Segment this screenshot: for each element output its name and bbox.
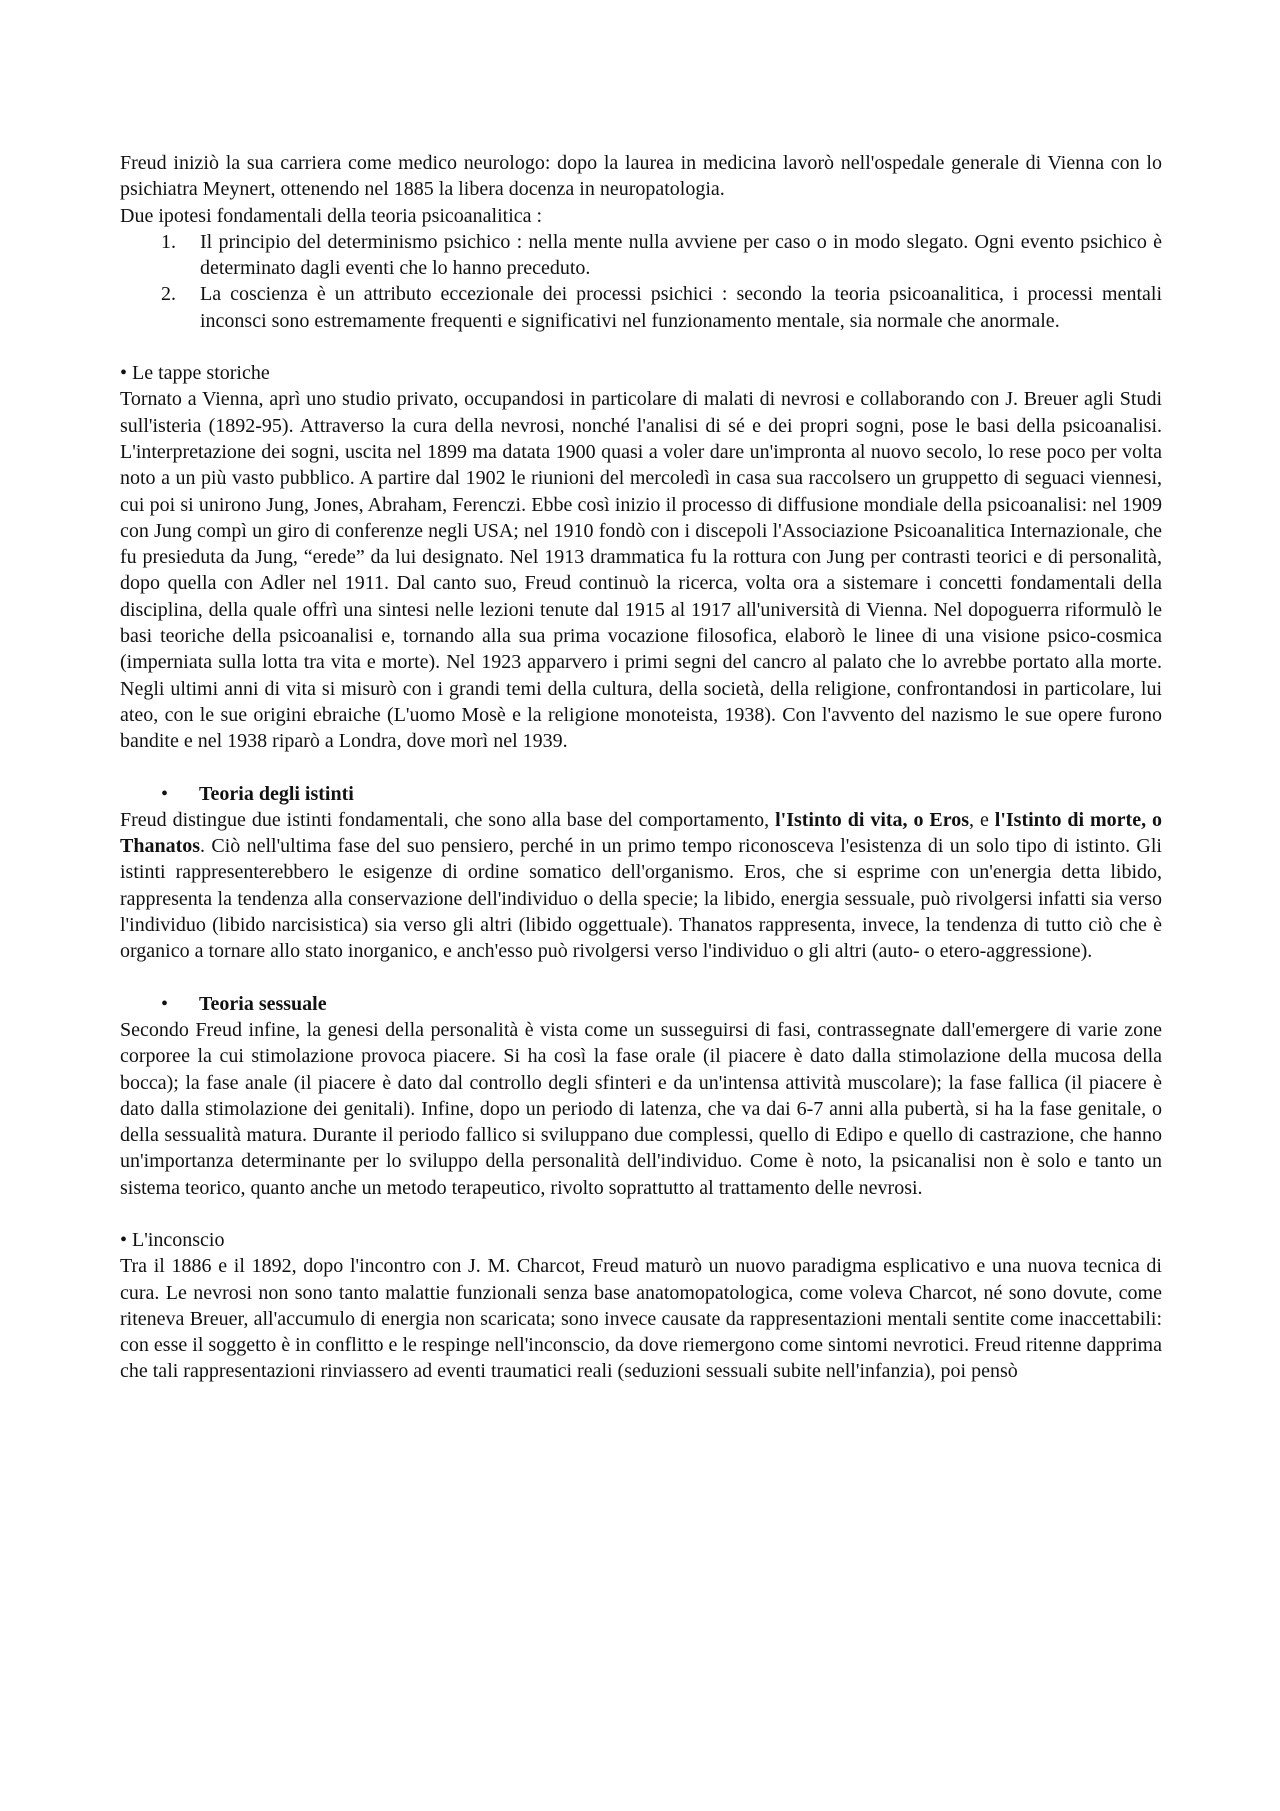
section-heading-inconscio: • L'inconscio [120,1228,225,1251]
istinti-paragraph [120,807,1162,965]
hypotheses-intro: Due ipotesi fondamentali della teoria psicoanalitica : [120,204,543,227]
intro-paragraph: Freud iniziò la sua carriera come medico neurologo: dopo la laurea in medicina lavorò nell'ospedale generale di Vienna con lo psichiatra Meynert, ottenendo nel 1885 la libera docenza in neuropatologia. [120,152,1162,201]
spacer [120,965,1162,991]
bullet-icon: • [161,992,169,1015]
text-run: Freud distingue due istinti fondamentali, che sono alla base del comportamento, [120,808,776,831]
list-item-text: Il principio del determinismo psichico : nella mente nulla avviene per caso o in modo slegato. Ogni evento psichico è determinato dagli eventi che lo hanno preceduto. [200,230,1162,280]
spacer [120,755,1162,781]
spacer [120,1201,1162,1227]
text-run: , e [969,808,995,831]
list-item [161,281,1162,334]
bullet-icon: • [161,782,169,805]
text-run: . Ciò nell'ultima fase del suo pensiero, perché in un primo tempo riconosceva l'esistenza di un solo tipo di istinto. Gli istinti rappresenterebbero le esigenze di ordine somatico dell'organismo. Eros, che si esprime con un'energia detta libido, rappresenta la tendenza alla conservazione dell'individuo o della specie; la libido, energia sessuale, può rivolgersi infatti sia verso l'individuo (libido narcisistica) sia verso gli altri (libido oggettuale). Thanatos rappresenta, invece, la tendenza di tutto ciò che è organico a tornare allo stato inorganico, e anch'esso può rivolgersi verso l'individuo o gli altri (auto- o etero-aggressione). [120,835,1162,963]
tappe-paragraph: Tornato a Vienna, aprì uno studio privato, occupandosi in particolare di malati di nevrosi e collaborando con J. Breuer agli Studi sull'isteria (1892-95). Attraverso la cura della nevrosi, nonché l'analisi di sé e dei propri sogni, pose le basi della psicoanalisi. L'interpretazione dei sogni, uscita nel 1899 ma datata 1900 quasi a voler dare un'impronta al nuovo secolo, lo rese poco per volta noto a un più vasto pubblico. A partire dal 1902 le riunioni del mercoledì in casa sua raccolsero un gruppetto di seguaci viennesi, cui poi si unirono Jung, Jones, Abraham, Ferenczi. Ebbe così inizio il processo di diffusione mondiale della psicoanalisi: nel 1909 con Jung compì un giro di conferenze negli USA; nel 1910 fondò con i discepoli l'Associazione Psicoanalitica Internazionale, che fu presieduta da Jung, “erede” da lui designato. Nel 1913 drammatica fu la rottura con Jung per contrasti teorici e di personalità, dopo quella con Adler nel 1911. Dal canto suo, Freud continuò la ricerca, volta ora a sistemare i concetti fondamentali della disciplina, della quale offrì una sintesi nelle lezioni tenute dal 1915 al 1917 all'università di Vienna. Nel dopoguerra riformulò le basi teoriche della psicoanalisi e, tornando alla sua prima vocazione filosofica, elaborò le linee di una visione psico-cosmica (imperniata sulla lotta tra vita e morte). Nel 1923 apparvero i primi segni del cancro al palato che lo avrebbe portato alla morte. Negli ultimi anni di vita si misurò con i grandi temi della cultura, della società, della religione, confrontandosi in particolare, lui ateo, con le sue origini ebraiche (L'uomo Mosè e la religione monoteista, 1938). Con l'avvento del nazismo le sue opere furono bandite e nel 1938 riparò a Londra, dove morì nel 1939. [120,388,1162,753]
inconscio-paragraph: Tra il 1886 e il 1892, dopo l'incontro con J. M. Charcot, Freud maturò un nuovo paradigma esplicativo e una nuova tecnica di cura. Le nevrosi non sono tanto malattie funzionali senza base anatomopatologica, come voleva Charcot, né sono dovute, come riteneva Breuer, all'accumulo di energia non scaricata; sono invece causate da rappresentazioni mentali sentite come inaccettabili: con esse il soggetto è in conflitto e le respinge nell'inconscio, da dove riemergono come sintomi nevrotici. Freud ritenne dapprima che tali rappresentazioni rinviassero ad eventi traumatici reali (seduzioni sessuali subite nell'infanzia), poi pensò [120,1255,1162,1383]
heading-text: Teoria degli istinti [199,782,354,805]
bold-term-thanatos: l'Istinto di morte, o Thanatos [120,808,1163,858]
list-item [161,229,1162,282]
section-heading-sessuale [120,991,1162,1017]
section-heading-tappe: • Le tappe storiche [120,362,270,385]
list-item-text: La coscienza è un attributo eccezionale dei processi psichici : secondo la teoria psicoanalitica, i processi mentali inconsci sono estremamente frequenti e significativi nel funzionamento mentale, sia normale che anormale. [200,283,1162,332]
list-number: 2. [161,283,176,306]
list-number: 1. [161,230,176,253]
bold-term-eros: l'Istinto di vita, o Eros [775,808,970,831]
hypotheses-list [120,229,1162,334]
document-page [120,150,1162,1385]
sessuale-paragraph: Secondo Freud infine, la genesi della personalità è vista come un susseguirsi di fasi, contrassegnate dall'emergere di varie zone corporee la cui stimolazione provoca piacere. Si ha così la fase orale (il piacere è dato dalla stimolazione della mucosa della bocca); la fase anale (il piacere è dato dal controllo degli sfinteri e da un'intensa attività muscolare); la fase fallica (il piacere è dato dalla stimolazione dei genitali). Infine, dopo un periodo di latenza, che va dai 6-7 anni alla pubertà, si ha la fase genitale, o della sessualità matura. Durante il periodo fallico si sviluppano due complessi, quello di Edipo e quello di castrazione, che hanno un'importanza determinante per lo sviluppo della personalità dell'individuo. Come è noto, la psicanalisi non è solo e tanto un sistema teorico, quanto anche un metodo terapeutico, rivolto soprattutto al trattamento delle nevrosi. [120,1018,1162,1199]
heading-text: Teoria sessuale [199,992,327,1015]
spacer [120,334,1162,360]
section-heading-istinti [120,781,1162,807]
